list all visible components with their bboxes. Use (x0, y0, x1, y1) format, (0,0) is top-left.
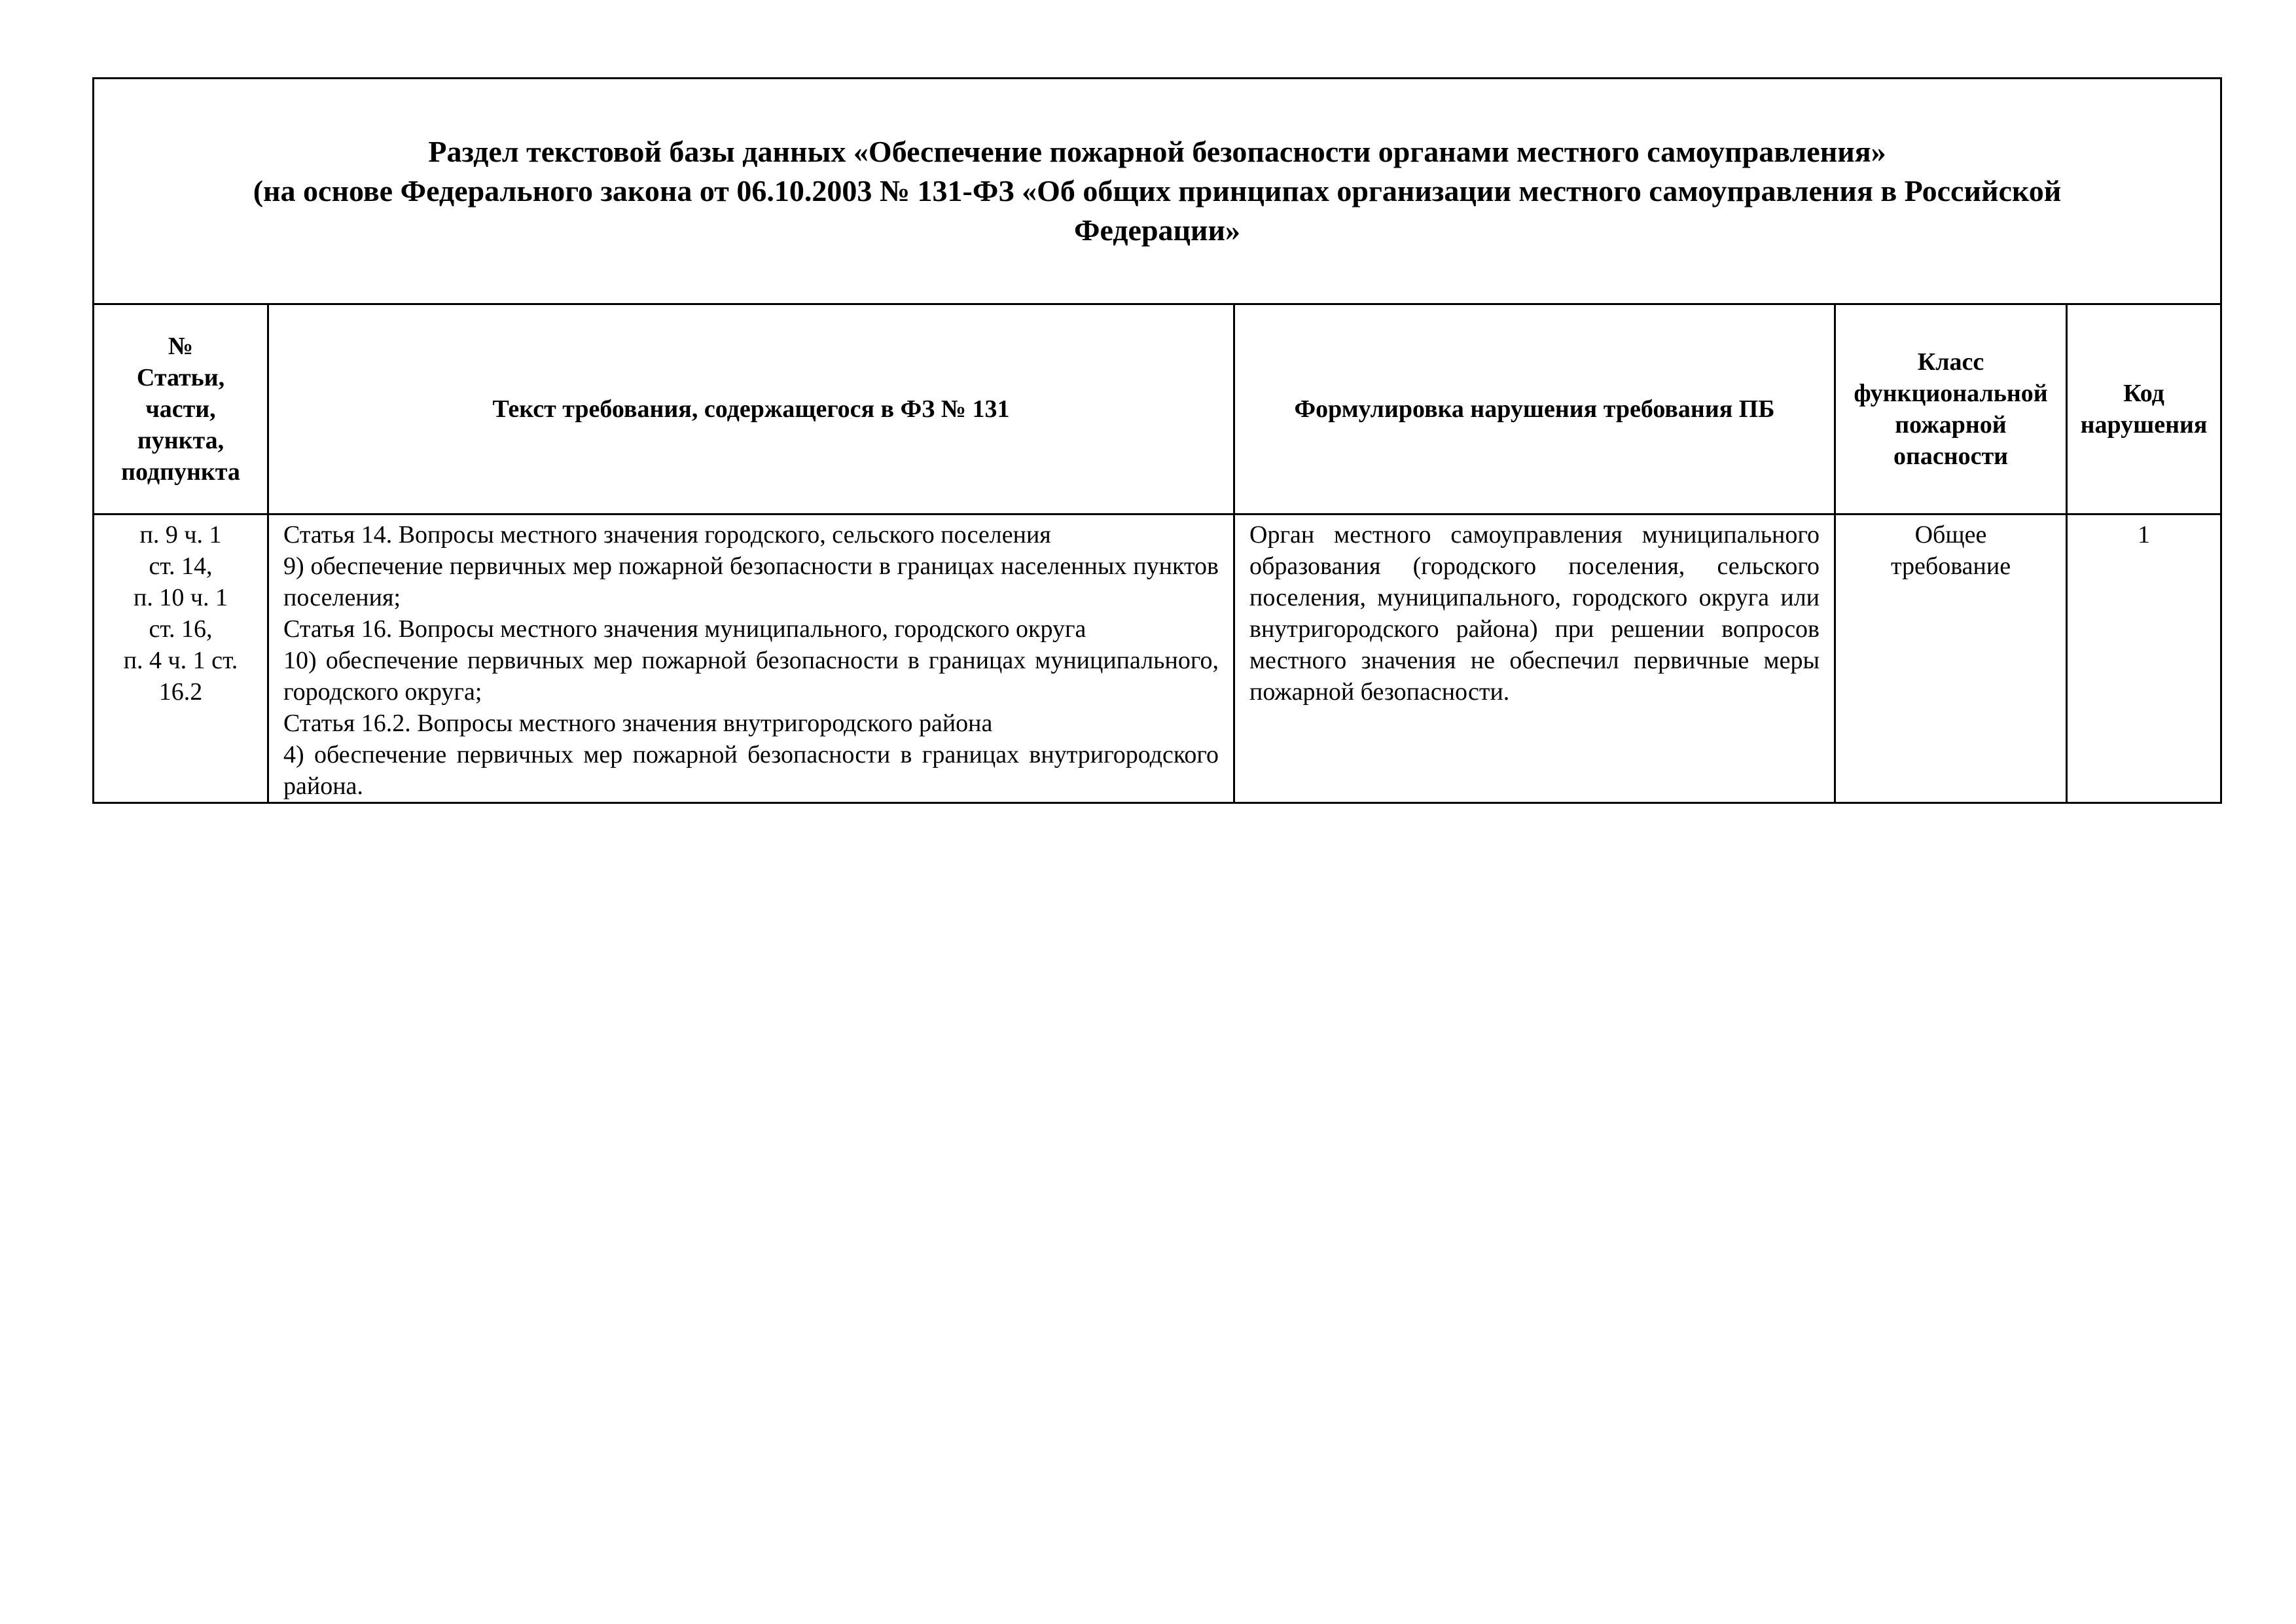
header-violation-code: Код нарушения (2067, 304, 2221, 514)
cell-violation-code: 1 (2067, 514, 2221, 803)
header-article-number: № Статьи, части, пункта, подпункта (94, 304, 268, 514)
title-line-1: Раздел текстовой базы данных «Обеспечение пожарной безопасности органами местного самоуправления» (428, 135, 1886, 168)
cell-fire-class: Общее требование (1835, 514, 2067, 803)
title-line-3: Федерации» (1073, 213, 1241, 247)
table-row (94, 514, 2221, 803)
header-requirement-text: Текст требования, содержащегося в ФЗ № 131 (268, 304, 1234, 514)
title-line-2: (на основе Федерального закона от 06.10.2003 № 131-ФЗ «Об общих принципах организации местного самоуправления в Российской (253, 174, 2062, 208)
requirements-table (92, 77, 2222, 804)
header-fire-class: Класс функциональной пожарной опасности (1835, 304, 2067, 514)
header-row (94, 304, 2221, 514)
cell-article-number: п. 9 ч. 1 ст. 14, п. 10 ч. 1 ст. 16, п. 4 ч. 1 ст. 16.2 (94, 514, 268, 803)
cell-violation: Орган местного самоуправления муниципального образования (городского поселения, сельского поселения, муниципального, городского округа или внутригородского района) при решении вопросов местного значения не обеспечил первичные меры пожарной безопасности. (1234, 514, 1835, 803)
cell-requirement-text: Статья 14. Вопросы местного значения городского, сельского поселения 9) обеспечение первичных мер пожарной безопасности в границах населенных пунктов поселения; Статья 16. Вопросы местного значения муниципального, городского округа 10) обеспечение первичных мер пожарной безопасности в границах муниципального, городского округа; Статья 16.2. Вопросы местного значения внутригородского района 4) обеспечение первичных мер пожарной безопасности в границах внутригородского района. (268, 514, 1234, 803)
table-title (94, 79, 2221, 304)
header-violation: Формулировка нарушения требования ПБ (1234, 304, 1835, 514)
